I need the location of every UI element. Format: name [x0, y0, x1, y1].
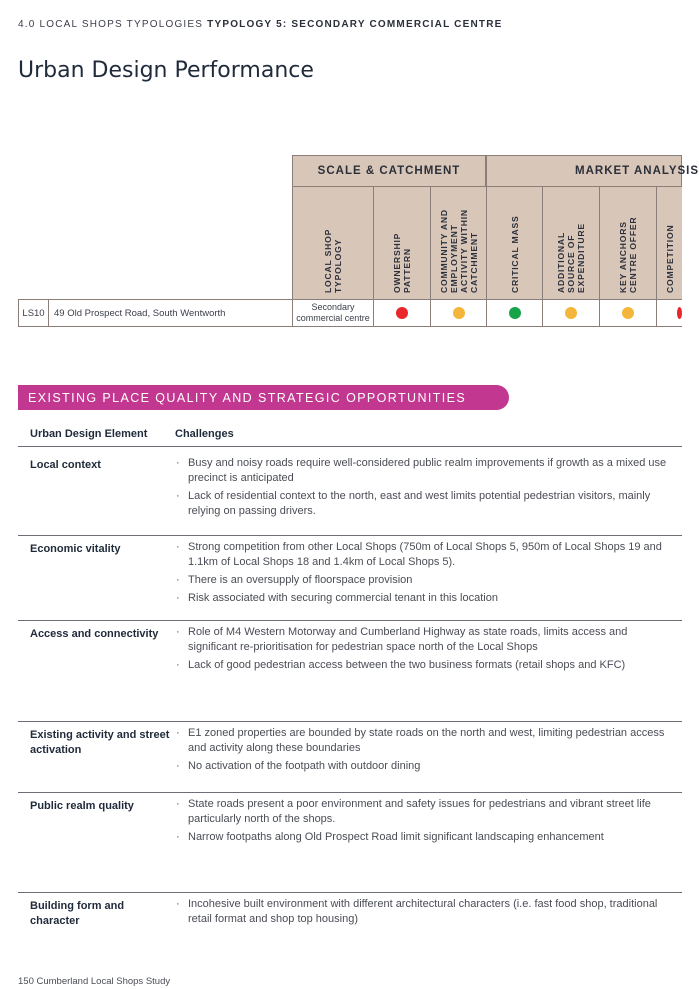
urban-design-element: Economic vitality	[30, 543, 121, 555]
section-divider	[18, 792, 682, 793]
rating-cell	[599, 300, 656, 326]
challenge-bullets	[175, 797, 675, 848]
urban-design-element: Existing activity and street activation	[30, 729, 170, 756]
document-title: Cumberland Local Shops Study	[36, 976, 171, 987]
urban-design-element: Building form and character	[30, 900, 125, 927]
challenge-item: · State roads present a poor environment and safety issues for pedestrians and vibrant street life particularly north of the shops.	[175, 797, 675, 827]
section-divider	[18, 620, 682, 621]
urban-design-element: Local context	[30, 459, 101, 471]
rating-dot	[453, 307, 465, 319]
rating-cell	[542, 300, 599, 326]
running-header	[18, 19, 503, 30]
rating-dot	[396, 307, 408, 319]
col-header-ownership-pattern: OWNERSHIP PATTERN	[373, 187, 430, 299]
rating-cell	[430, 300, 486, 326]
group-header-market-analysis: MARKET ANALYSIS	[486, 155, 682, 187]
col-header-challenges: Challenges	[175, 428, 234, 440]
section-label: 4.0 LOCAL SHOPS TYPOLOGIES	[18, 19, 204, 30]
opportunities-banner: EXISTING PLACE QUALITY AND STRATEGIC OPPORTUNITIES	[18, 385, 509, 410]
col-header-urban-design-element: Urban Design Element	[30, 428, 148, 440]
challenge-bullets	[175, 726, 675, 777]
challenge-item: · Busy and noisy roads require well-considered public realm improvements if growth as a mixed use precinct is anticipated	[175, 456, 675, 486]
page-number: 150	[18, 976, 34, 987]
row-id: LS10	[18, 300, 48, 326]
rating-cell	[656, 300, 682, 326]
col-header-additional-expenditure: ADDITIONAL SOURCE OF EXPENDITURE	[542, 187, 599, 299]
col-header-local-shop-typology: LOCAL SHOP TYPOLOGY	[292, 187, 373, 299]
section-divider	[18, 721, 682, 722]
rating-dot	[677, 307, 682, 319]
group-header-scale-catchment: SCALE & CATCHMENT	[292, 155, 486, 187]
section-divider	[18, 892, 682, 893]
challenge-item: · No activation of the footpath with outdoor dining	[175, 759, 675, 774]
rating-dot	[565, 307, 577, 319]
col-header-community-employment: COMMUNITY AND EMPLOYMENT ACTIVITY WITHIN CATCHMENT	[430, 187, 486, 299]
challenge-item: · There is an oversupply of floorspace provision	[175, 573, 675, 588]
rating-cell	[486, 300, 542, 326]
performance-table	[18, 155, 699, 327]
rating-dot	[622, 307, 634, 319]
challenge-item: · Lack of residential context to the north, east and west limits potential pedestrian visitors, mainly relying on passing drivers.	[175, 489, 675, 519]
page-title: Urban Design Performance	[18, 58, 314, 83]
urban-design-element: Public realm quality	[30, 800, 134, 812]
challenge-item: · Strong competition from other Local Shops (750m of Local Shops 5, 950m of Local Shops 19 and 1.1km of Local Shops 18 and 1.4km of Local Shops 5).	[175, 540, 675, 570]
challenge-item: · Incohesive built environment with different architectural characters (i.e. fast food shop, traditional retail format and shop top housing)	[175, 897, 675, 927]
rating-cell	[373, 300, 430, 326]
col-header-critical-mass: CRITICAL MASS	[486, 187, 542, 299]
typology-label: TYPOLOGY 5: SECONDARY COMMERCIAL CENTRE	[207, 19, 503, 30]
challenge-item: · Risk associated with securing commercial tenant in this location	[175, 591, 675, 606]
col-header-key-anchors: KEY ANCHORS CENTRE OFFER	[599, 187, 656, 299]
rating-dot	[509, 307, 521, 319]
page-footer	[18, 976, 170, 987]
row-typology: Secondary commercial centre	[292, 300, 373, 326]
challenge-item: · Role of M4 Western Motorway and Cumberland Highway as state roads, limits access and significant re-prioritisation for pedestrian space north of the Local Shops	[175, 625, 675, 655]
urban-design-element: Access and connectivity	[30, 628, 159, 640]
challenge-bullets	[175, 540, 675, 609]
challenge-item: · Narrow footpaths along Old Prospect Road limit significant landscaping enhancement	[175, 830, 675, 845]
col-header-competition: COMPETITION	[656, 187, 682, 299]
challenge-bullets	[175, 897, 675, 930]
challenge-item: · E1 zoned properties are bounded by state roads on the north and west, limiting pedestrian access and activity along these boundaries	[175, 726, 675, 756]
row-address: 49 Old Prospect Road, South Wentworth	[48, 300, 292, 326]
challenge-bullets	[175, 456, 675, 522]
challenge-item: · Lack of good pedestrian access between the two business formats (retail shops and KFC)	[175, 658, 675, 673]
challenge-bullets	[175, 625, 675, 676]
section-divider	[18, 535, 682, 536]
